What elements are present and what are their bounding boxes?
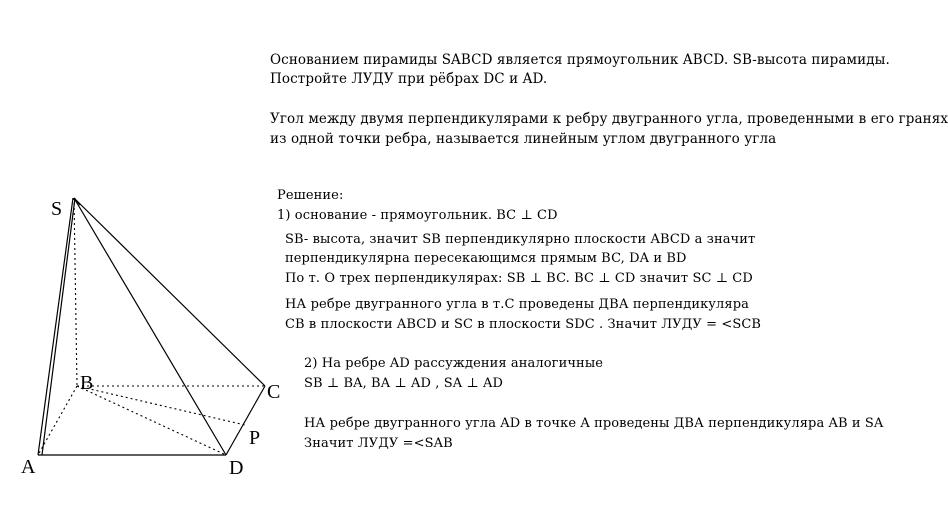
solution-step1-line4: По т. О трех перпендикулярах: SB ⊥ BC. BC ⊥ CD значит SC ⊥ CD <box>285 271 753 286</box>
edge-sc <box>74 198 265 386</box>
definition-line-2: из одной точки ребра, называется линейным углом двугранного угла <box>270 131 777 147</box>
label-b: B <box>80 372 94 394</box>
solution-step1-line2: SB- высота, значит SB перпендикулярно плоскости ABCD а значит <box>285 232 756 247</box>
solution-step1-line3: перпендикулярна пересекающимся прямым BC, DA и BD <box>285 251 687 266</box>
solution-step1-line1: 1) основание - прямоугольник. BC ⊥ CD <box>277 208 558 223</box>
definition-line-1: Угол между двумя перпендикулярами к ребру двугранного угла, проведенными в его гранях <box>270 111 948 127</box>
solution-step2-line4: Значит ЛУДУ =<SAB <box>304 436 453 451</box>
solution-step1-line5: НА ребре двугранного угла в т.С проведены ДВА перпендикуляра <box>285 297 749 312</box>
solution-step2-line2: SB ⊥ BA, BA ⊥ AD , SA ⊥ AD <box>304 376 503 391</box>
label-a: A <box>21 456 36 478</box>
label-p: P <box>249 427 261 449</box>
problem-line-1: Основанием пирамиды SABCD является прямоугольник ABCD. SB-высота пирамиды. <box>270 52 890 68</box>
label-s: S <box>51 198 63 220</box>
solution-step2-line1: 2) На ребре AD рассуждения аналогичные <box>304 356 604 371</box>
edge-sb-hidden <box>74 198 77 386</box>
edge-bd-hidden <box>77 386 226 455</box>
label-c: C <box>267 381 281 403</box>
problem-line-2: Постройте ЛУДУ при рёбрах DC и AD. <box>270 71 548 87</box>
edge-bp-hidden <box>77 386 245 425</box>
edge-sd <box>74 198 226 455</box>
label-d: D <box>229 457 244 479</box>
solution-heading: Решение: <box>277 188 344 203</box>
edge-sa-thick <box>42 198 75 455</box>
solution-step1-line6: CB в плоскости ABCD и SC в плоскости SDC . Значит ЛУДУ = <SCB <box>285 317 762 332</box>
solution-step2-line3: НА ребре двугранного угла AD в точке A проведены ДВА перпендикуляра AB и SA <box>304 416 884 431</box>
edge-sa <box>38 198 73 455</box>
